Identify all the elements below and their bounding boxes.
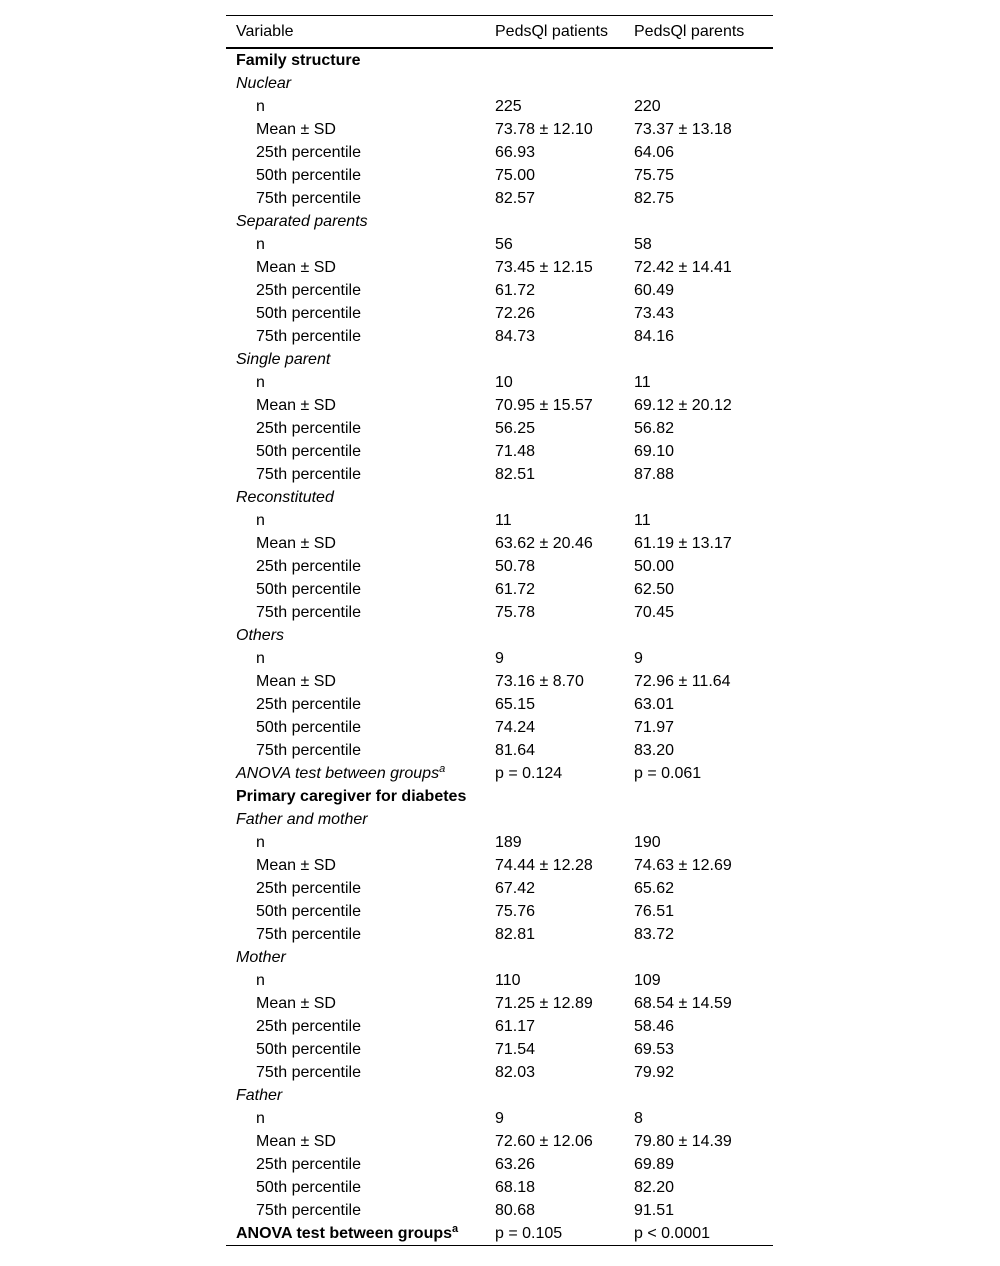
group-title: Nuclear — [236, 75, 292, 92]
row-label: n — [256, 834, 265, 851]
patients-value: 82.03 — [495, 1064, 536, 1081]
empty-cell — [634, 808, 773, 831]
parents-value: 70.45 — [634, 604, 675, 621]
patients-value: 80.68 — [495, 1202, 536, 1219]
group-title: Separated parents — [236, 213, 368, 230]
row-label: n — [256, 512, 265, 529]
table-row — [226, 1199, 773, 1222]
table-row — [226, 670, 773, 693]
table-row — [226, 1061, 773, 1084]
patients-value: 70.95 ± 15.57 — [495, 397, 593, 414]
empty-cell — [634, 210, 773, 233]
patients-value: 71.48 — [495, 443, 536, 460]
group-title: Father — [236, 1087, 283, 1104]
empty-cell — [495, 210, 634, 233]
row-label: 25th percentile — [256, 1156, 361, 1173]
table-row — [226, 831, 773, 854]
table-row — [226, 302, 773, 325]
parents-value: 83.72 — [634, 926, 675, 943]
table-row — [226, 256, 773, 279]
table-row — [226, 532, 773, 555]
row-label: n — [256, 650, 265, 667]
anova-parents: p < 0.0001 — [634, 1225, 711, 1242]
table-row — [226, 1107, 773, 1130]
parents-value: 69.10 — [634, 443, 675, 460]
table-header-row — [226, 16, 773, 47]
parents-value: 73.37 ± 13.18 — [634, 121, 732, 138]
patients-value: 189 — [495, 834, 522, 851]
table-body — [226, 49, 773, 1245]
parents-value: 50.00 — [634, 558, 675, 575]
table-row — [226, 647, 773, 670]
parents-value: 65.62 — [634, 880, 675, 897]
row-label: Mean ± SD — [256, 397, 336, 414]
patients-value: 72.60 ± 12.06 — [495, 1133, 593, 1150]
row-label: 75th percentile — [256, 1064, 361, 1081]
parents-value: 79.80 ± 14.39 — [634, 1133, 732, 1150]
row-label: 50th percentile — [256, 167, 361, 184]
table-row — [226, 1153, 773, 1176]
parents-value: 11 — [634, 374, 651, 391]
row-label: 75th percentile — [256, 190, 361, 207]
empty-cell — [495, 808, 634, 831]
table-row — [226, 141, 773, 164]
parents-value: 190 — [634, 834, 661, 851]
group-title-row — [226, 72, 773, 95]
patients-value: 56 — [495, 236, 513, 253]
patients-value: 10 — [495, 374, 513, 391]
parents-value: 58 — [634, 236, 652, 253]
patients-value: 75.76 — [495, 903, 536, 920]
parents-value: 63.01 — [634, 696, 675, 713]
parents-value: 11 — [634, 512, 651, 529]
table-row — [226, 1015, 773, 1038]
empty-cell — [634, 946, 773, 969]
patients-value: 50.78 — [495, 558, 536, 575]
patients-value: 65.15 — [495, 696, 536, 713]
parents-value: 56.82 — [634, 420, 675, 437]
table-row — [226, 371, 773, 394]
parents-value: 58.46 — [634, 1018, 675, 1035]
parents-value: 69.12 ± 20.12 — [634, 397, 732, 414]
parents-value: 60.49 — [634, 282, 675, 299]
table-row — [226, 854, 773, 877]
patients-value: 82.57 — [495, 190, 536, 207]
empty-cell — [495, 946, 634, 969]
row-label: Mean ± SD — [256, 857, 336, 874]
row-label: 75th percentile — [256, 926, 361, 943]
table-row — [226, 1176, 773, 1199]
empty-cell — [634, 486, 773, 509]
row-label: Mean ± SD — [256, 121, 336, 138]
header-patients: PedsQl patients — [495, 23, 608, 40]
patients-value: 66.93 — [495, 144, 536, 161]
parents-value: 8 — [634, 1110, 643, 1127]
patients-value: 71.25 ± 12.89 — [495, 995, 593, 1012]
group-title: Mother — [236, 949, 286, 966]
table-row — [226, 325, 773, 348]
empty-cell — [634, 624, 773, 647]
row-label: n — [256, 98, 265, 115]
row-label: 25th percentile — [256, 696, 361, 713]
parents-value: 84.16 — [634, 328, 675, 345]
parents-value: 87.88 — [634, 466, 675, 483]
row-label: Mean ± SD — [256, 1133, 336, 1150]
table-row — [226, 463, 773, 486]
parents-value: 76.51 — [634, 903, 675, 920]
anova-label-cell — [226, 762, 495, 785]
anova-patients: p = 0.105 — [495, 1225, 563, 1242]
row-label: 50th percentile — [256, 903, 361, 920]
table-row — [226, 969, 773, 992]
parents-value: 69.89 — [634, 1156, 675, 1173]
empty-cell — [634, 72, 773, 95]
group-title: Father and mother — [236, 811, 368, 828]
group-title: Reconstituted — [236, 489, 334, 506]
table-bottom-rule — [226, 1245, 773, 1246]
row-label: 75th percentile — [256, 328, 361, 345]
row-label: n — [256, 374, 265, 391]
table-row — [226, 739, 773, 762]
group-title: Others — [236, 627, 285, 644]
empty-cell — [495, 624, 634, 647]
group-title-row — [226, 624, 773, 647]
patients-value: 75.78 — [495, 604, 536, 621]
row-label: 75th percentile — [256, 742, 361, 759]
empty-cell — [634, 785, 773, 808]
patients-value: 61.17 — [495, 1018, 536, 1035]
patients-value: 56.25 — [495, 420, 536, 437]
patients-value: 75.00 — [495, 167, 536, 184]
patients-value: 82.51 — [495, 466, 536, 483]
anova-label-cell — [226, 1222, 495, 1245]
patients-value: 61.72 — [495, 282, 536, 299]
empty-cell — [495, 72, 634, 95]
empty-cell — [495, 486, 634, 509]
empty-cell — [495, 348, 634, 371]
row-label: 25th percentile — [256, 420, 361, 437]
row-label: n — [256, 236, 265, 253]
row-label: n — [256, 1110, 265, 1127]
table-row — [226, 555, 773, 578]
parents-value: 91.51 — [634, 1202, 675, 1219]
table-row — [226, 95, 773, 118]
data-table — [226, 15, 773, 1246]
empty-cell — [495, 785, 634, 808]
parents-value: 9 — [634, 650, 643, 667]
anova-test-row — [226, 1222, 773, 1245]
row-label: 75th percentile — [256, 466, 361, 483]
table-row — [226, 716, 773, 739]
table-row — [226, 992, 773, 1015]
row-label: 50th percentile — [256, 1041, 361, 1058]
group-title-row — [226, 486, 773, 509]
patients-value: 68.18 — [495, 1179, 536, 1196]
patients-value: 225 — [495, 98, 522, 115]
table-row — [226, 164, 773, 187]
row-label: n — [256, 972, 265, 989]
anova-parents: p = 0.061 — [634, 765, 702, 782]
row-label: Mean ± SD — [256, 995, 336, 1012]
footnote-marker: a — [439, 763, 446, 775]
patients-value: 73.78 ± 12.10 — [495, 121, 593, 138]
parents-value: 75.75 — [634, 167, 675, 184]
parents-value: 73.43 — [634, 305, 675, 322]
table-row — [226, 601, 773, 624]
section-title-row — [226, 49, 773, 72]
row-label: 50th percentile — [256, 1179, 361, 1196]
row-label: 75th percentile — [256, 604, 361, 621]
patients-value: 9 — [495, 650, 504, 667]
row-label: 50th percentile — [256, 581, 361, 598]
parents-value: 69.53 — [634, 1041, 675, 1058]
row-label: Mean ± SD — [256, 259, 336, 276]
patients-value: 63.26 — [495, 1156, 536, 1173]
parents-value: 61.19 ± 13.17 — [634, 535, 732, 552]
group-title-row — [226, 348, 773, 371]
group-title-row — [226, 210, 773, 233]
group-title-row — [226, 1084, 773, 1107]
parents-value: 109 — [634, 972, 661, 989]
header-variable: Variable — [236, 23, 294, 40]
table-row — [226, 509, 773, 532]
table-row — [226, 900, 773, 923]
patients-value: 61.72 — [495, 581, 536, 598]
anova-label: ANOVA test between groups — [236, 765, 440, 782]
table-row — [226, 693, 773, 716]
row-label: 50th percentile — [256, 305, 361, 322]
empty-cell — [495, 1084, 634, 1107]
row-label: 25th percentile — [256, 558, 361, 575]
parents-value: 220 — [634, 98, 661, 115]
header-parents: PedsQl parents — [634, 23, 745, 40]
parents-value: 74.63 ± 12.69 — [634, 857, 732, 874]
anova-test-row — [226, 762, 773, 785]
empty-cell — [495, 49, 634, 72]
table-row — [226, 1130, 773, 1153]
parents-value: 82.75 — [634, 190, 675, 207]
parents-value: 82.20 — [634, 1179, 675, 1196]
table-row — [226, 1038, 773, 1061]
group-title: Single parent — [236, 351, 331, 368]
patients-value: 84.73 — [495, 328, 536, 345]
section-title: Primary caregiver for diabetes — [236, 788, 467, 805]
row-label: Mean ± SD — [256, 535, 336, 552]
parents-value: 62.50 — [634, 581, 675, 598]
row-label: 25th percentile — [256, 1018, 361, 1035]
parents-value: 83.20 — [634, 742, 675, 759]
parents-value: 79.92 — [634, 1064, 675, 1081]
row-label: 25th percentile — [256, 880, 361, 897]
table-row — [226, 394, 773, 417]
patients-value: 67.42 — [495, 880, 536, 897]
row-label: 75th percentile — [256, 1202, 361, 1219]
table-row — [226, 877, 773, 900]
patients-value: 73.45 ± 12.15 — [495, 259, 593, 276]
patients-value: 63.62 ± 20.46 — [495, 535, 593, 552]
parents-value: 68.54 ± 14.59 — [634, 995, 732, 1012]
patients-value: 110 — [495, 972, 521, 989]
empty-cell — [634, 1084, 773, 1107]
table-row — [226, 440, 773, 463]
patients-value: 74.24 — [495, 719, 536, 736]
footnote-marker: a — [452, 1223, 459, 1235]
table-row — [226, 233, 773, 256]
empty-cell — [634, 49, 773, 72]
patients-value: 71.54 — [495, 1041, 536, 1058]
section-title-row — [226, 785, 773, 808]
patients-value: 82.81 — [495, 926, 536, 943]
row-label: 25th percentile — [256, 144, 361, 161]
table-row — [226, 923, 773, 946]
parents-value: 64.06 — [634, 144, 675, 161]
table-row — [226, 187, 773, 210]
row-label: 50th percentile — [256, 719, 361, 736]
row-label: Mean ± SD — [256, 673, 336, 690]
row-label: 25th percentile — [256, 282, 361, 299]
patients-value: 9 — [495, 1110, 504, 1127]
group-title-row — [226, 946, 773, 969]
table-row — [226, 118, 773, 141]
patients-value: 11 — [495, 512, 512, 529]
table-row — [226, 279, 773, 302]
row-label: 50th percentile — [256, 443, 361, 460]
patients-value: 81.64 — [495, 742, 536, 759]
section-title: Family structure — [236, 52, 361, 69]
parents-value: 72.42 ± 14.41 — [634, 259, 732, 276]
parents-value: 71.97 — [634, 719, 675, 736]
table-row — [226, 578, 773, 601]
anova-patients: p = 0.124 — [495, 765, 563, 782]
patients-value: 72.26 — [495, 305, 536, 322]
patients-value: 74.44 ± 12.28 — [495, 857, 593, 874]
table-row — [226, 417, 773, 440]
empty-cell — [634, 348, 773, 371]
anova-label: ANOVA test between groups — [236, 1225, 453, 1242]
parents-value: 72.96 ± 11.64 — [634, 673, 731, 690]
patients-value: 73.16 ± 8.70 — [495, 673, 584, 690]
group-title-row — [226, 808, 773, 831]
